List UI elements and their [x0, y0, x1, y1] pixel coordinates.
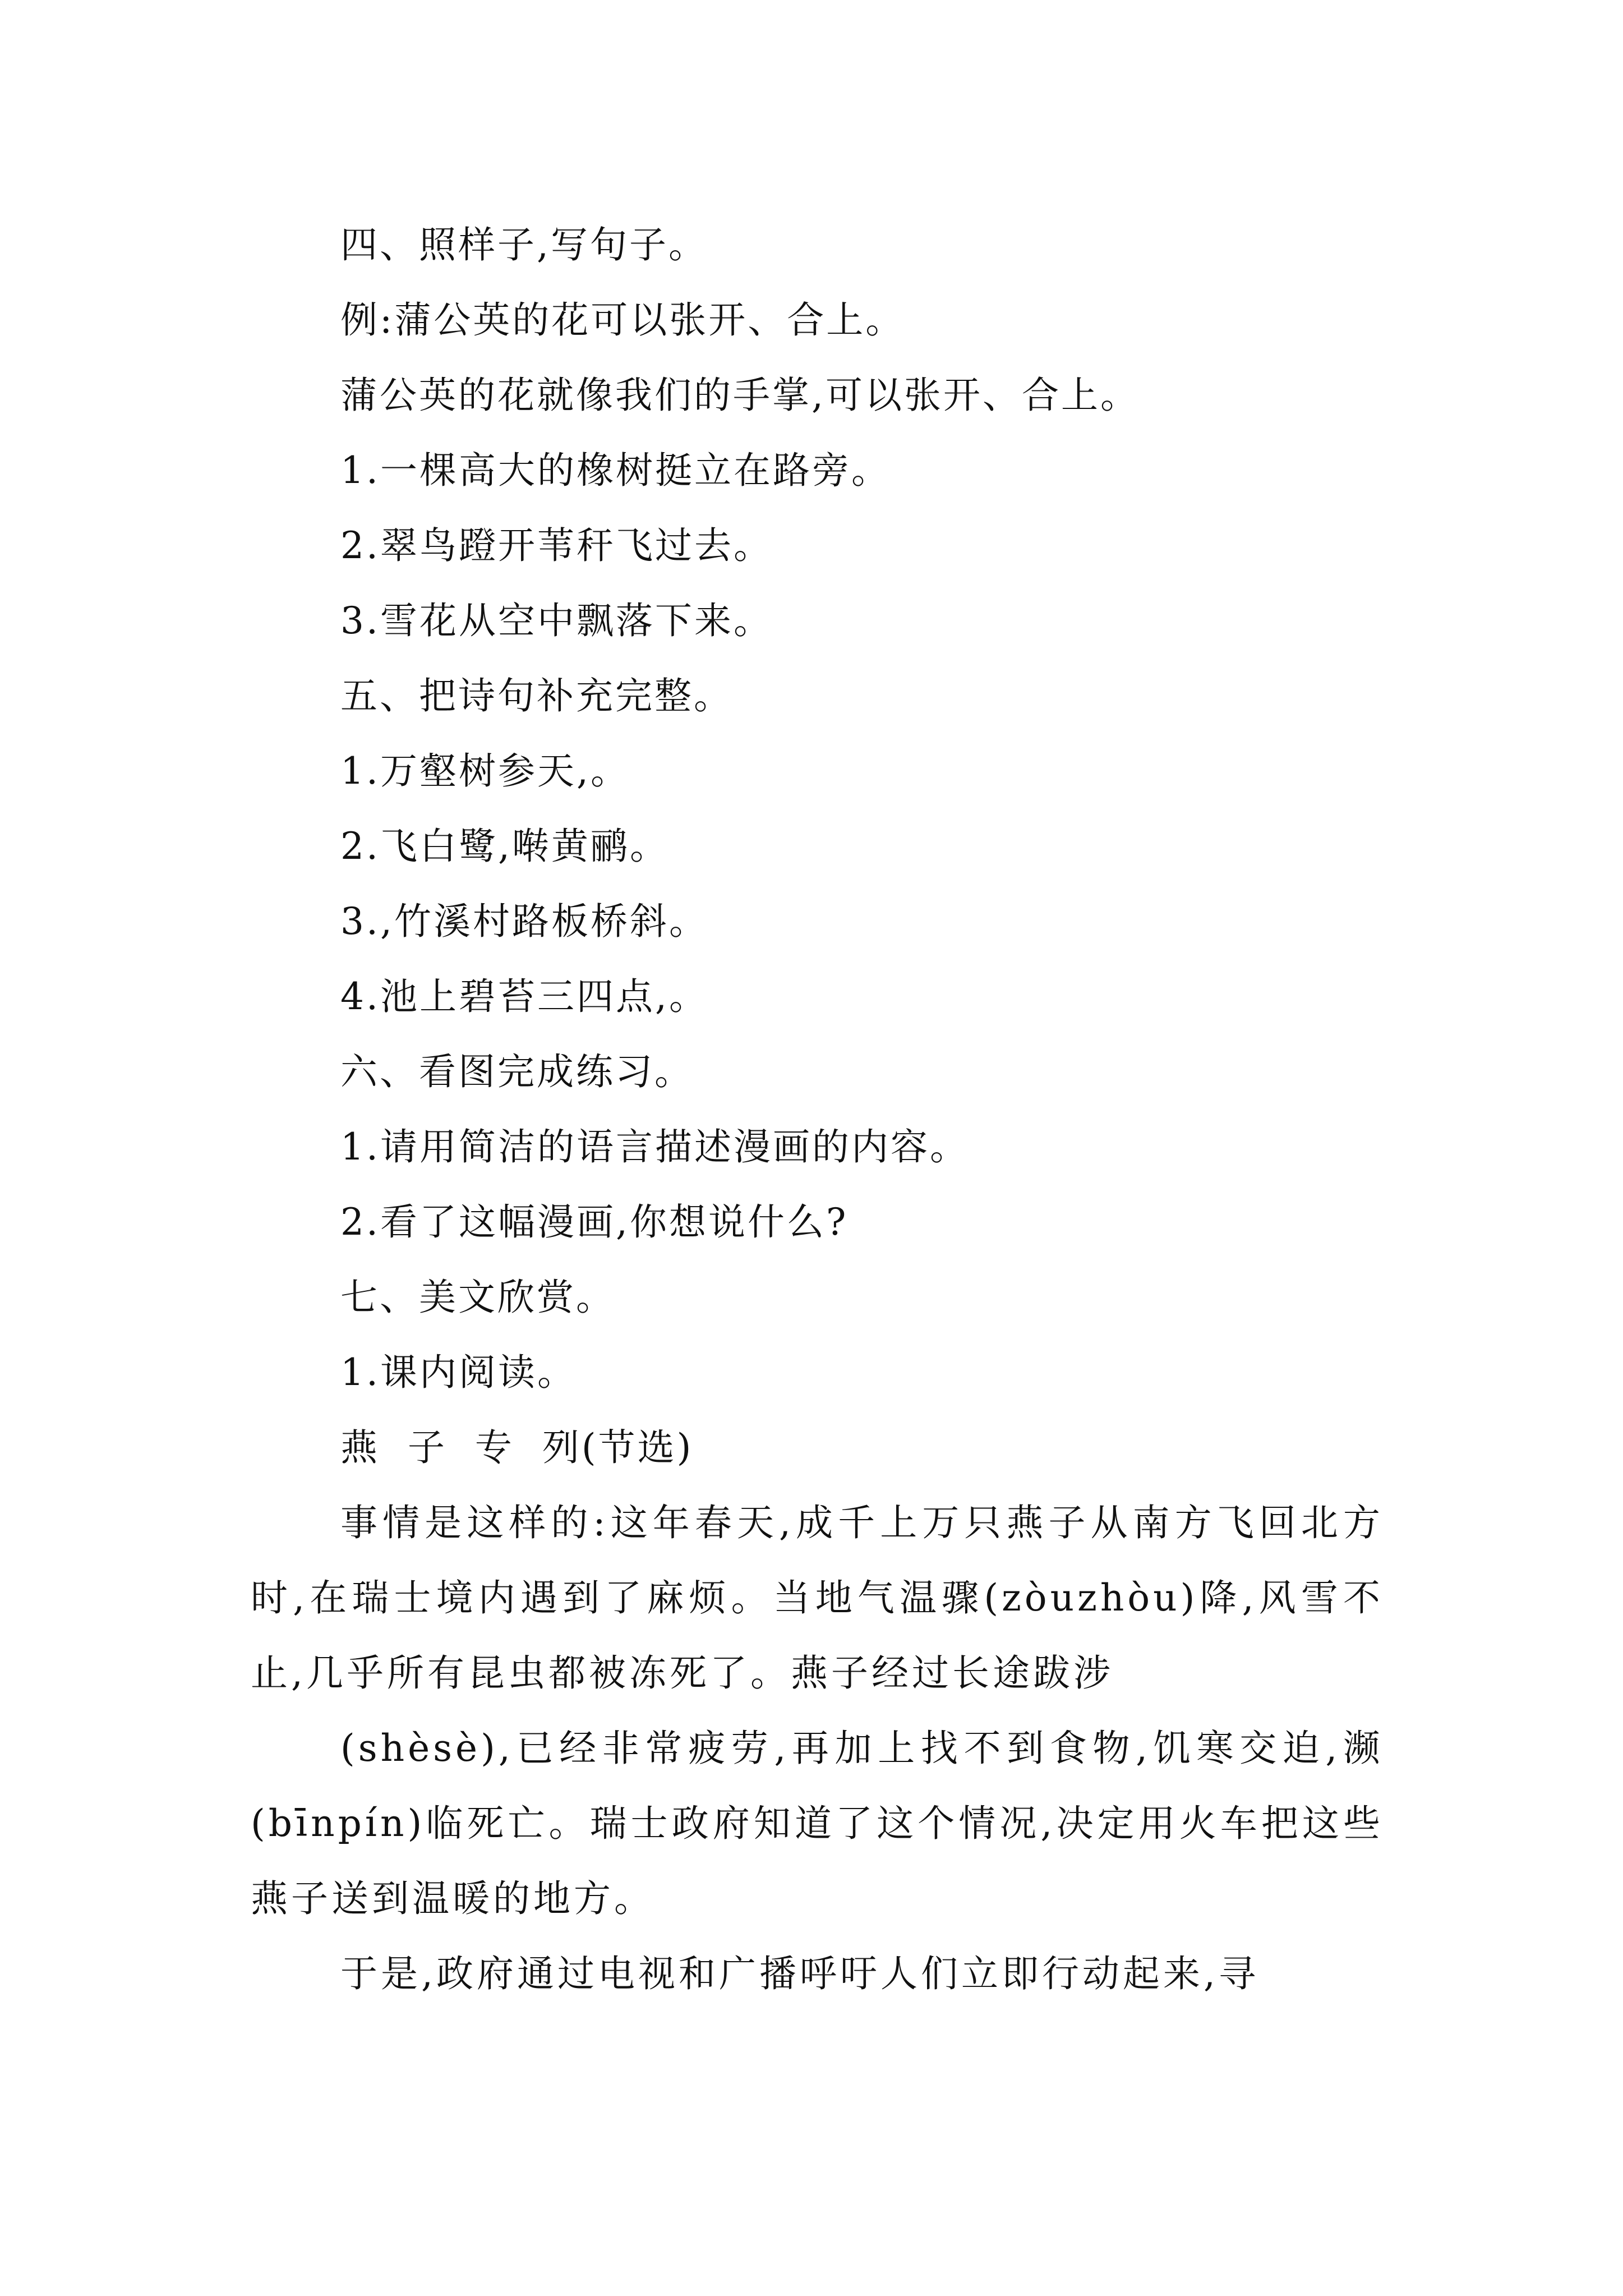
section-heading-5: 五、把诗句补充完整。 [340, 674, 733, 717]
poem-item-4: 4.池上碧苔三四点,。 [340, 975, 708, 1018]
reading-item-1: 1.课内阅读。 [340, 1351, 577, 1394]
article-paragraph-3: 于是,政府通过电视和广播呼吁人们立即行动起来,寻 [340, 1952, 1259, 1995]
article-title: 燕 子 专 列(节选) [340, 1426, 694, 1469]
section-heading-6: 六、看图完成练习。 [340, 1050, 694, 1093]
exercise-item-2: 2.翠鸟蹬开苇秆飞过去。 [340, 524, 773, 567]
example-answer-line: 蒲公英的花就像我们的手掌,可以张开、合上。 [340, 374, 1140, 417]
poem-item-1: 1.万壑树参天,。 [340, 749, 630, 793]
picture-item-1: 1.请用简洁的语言描述漫画的内容。 [340, 1125, 969, 1168]
section-heading-7: 七、美文欣赏。 [340, 1276, 615, 1319]
poem-item-2: 2.飞白鹭,啭黄鹂。 [340, 825, 669, 868]
picture-item-2: 2.看了这幅漫画,你想说什么? [340, 1200, 849, 1244]
article-paragraph-2: (shèsè),已经非常疲劳,再加上找不到食物,饥寒交迫,濒(bīnpín)临死亡。瑞士政府知道了这个情况,决定用火车把这些燕子送到温暖的地方。 [251, 1727, 1384, 1920]
document-body [251, 208, 1384, 2012]
poem-item-3: 3.,竹溪村路板桥斜。 [340, 900, 708, 943]
exercise-item-1: 1.一棵高大的橡树挺立在路旁。 [340, 449, 891, 492]
exercise-item-3: 3.雪花从空中飘落下来。 [340, 599, 773, 642]
example-line: 例:蒲公英的花可以张开、合上。 [340, 298, 905, 342]
article-paragraph-1: 事情是这样的:这年春天,成千上万只燕子从南方飞回北方时,在瑞士境内遇到了麻烦。当地气温骤(zòuzhòu)降,风雪不止,几乎所有昆虫都被冻死了。燕子经过长途跋涉 [251, 1501, 1384, 1695]
section-heading-4: 四、照样子,写句子。 [340, 223, 708, 266]
